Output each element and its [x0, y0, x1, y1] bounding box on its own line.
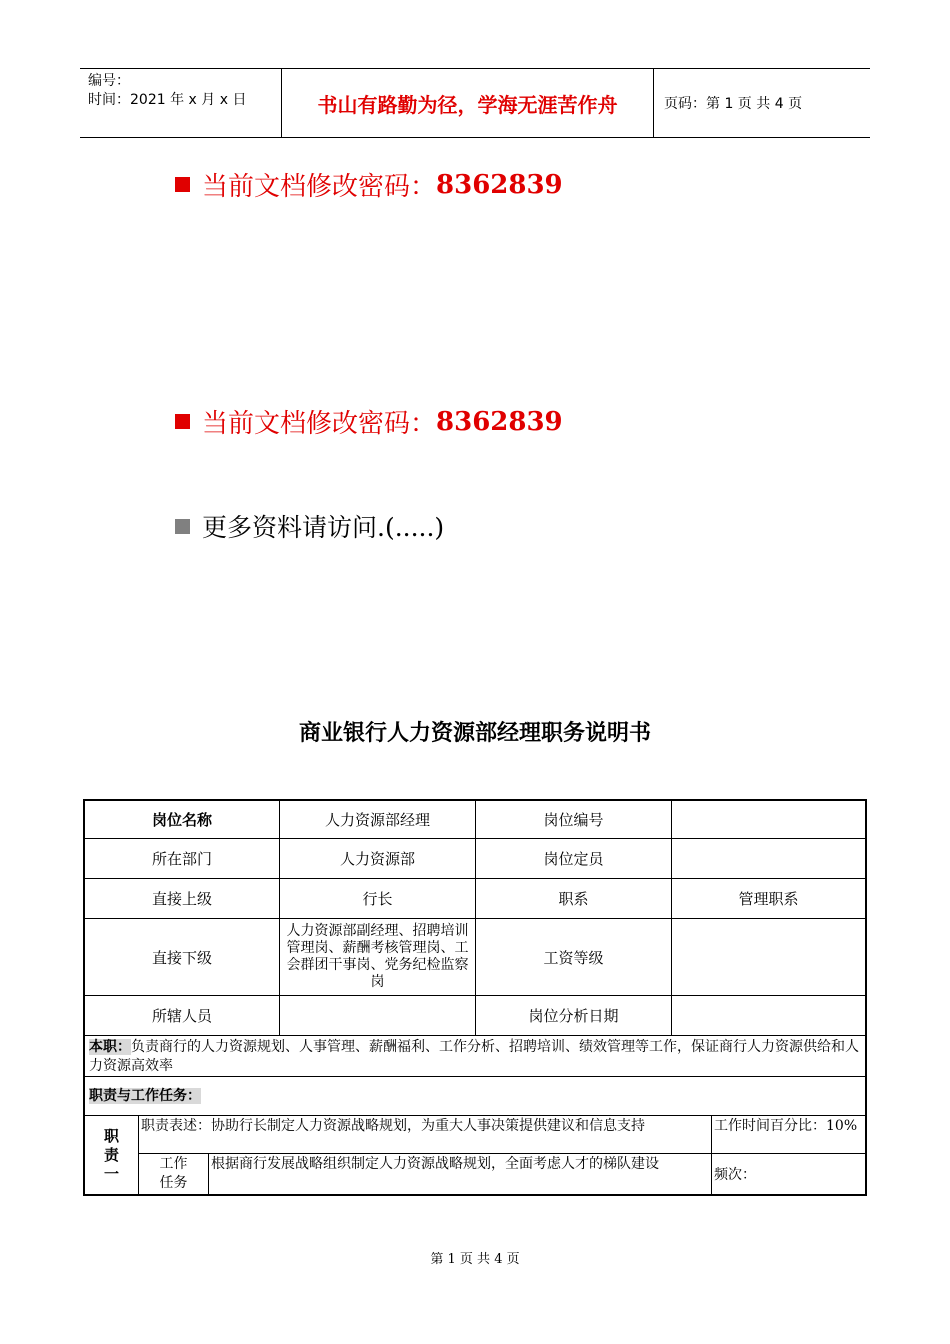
job-description-table: [83, 799, 867, 1196]
tasks-label: 职责与工作任务：: [89, 1087, 201, 1104]
cell-value: 人力资源部副经理、招聘培训管理岗、薪酬考核管理岗、工会群团干事岗、党务纪检监察岗: [286, 923, 469, 990]
tasks-cell: [85, 1085, 205, 1108]
more-info: [175, 508, 444, 544]
page-footer: 第 1 页 共 4 页: [430, 1252, 520, 1267]
cell-value: [672, 839, 865, 878]
duty-label: 本职：: [89, 1039, 131, 1055]
table-row: [85, 996, 865, 1036]
responsibility-row: [85, 1116, 865, 1194]
cell-label: 岗位编号: [476, 801, 672, 838]
red-square-bullet-icon: [175, 177, 190, 192]
task-label: 工作任务: [139, 1154, 209, 1194]
password-notice-2: [175, 403, 563, 440]
page-header: [80, 68, 870, 138]
time-label: 时间：2021 年 x 月 x 日: [88, 92, 247, 108]
notice-label: 当前文档修改密码：: [202, 172, 437, 202]
header-meta: [80, 69, 282, 137]
cell-value: 人力资源部: [280, 839, 476, 878]
cell-label: 所辖人员: [85, 996, 280, 1035]
page-info: 页码：第 1 页 共 4 页: [664, 96, 803, 112]
gray-square-bullet-icon: [175, 519, 190, 534]
notice-label: 当前文档修改密码：: [202, 409, 437, 439]
freq-label: 频次：: [714, 1167, 756, 1183]
duty-text: 负责商行的人力资源规划、人事管理、薪酬福利、工作分析、招聘培训、绩效管理等工作，保证商行人力资源供给和人力资源高效率: [89, 1039, 859, 1074]
table-row: [85, 839, 865, 879]
notice-password: 8362839: [436, 406, 563, 437]
responsibility-label: 职责一: [85, 1116, 139, 1194]
tasks-header-row: [85, 1077, 865, 1116]
cell-label: 工资等级: [476, 919, 672, 995]
document-title: 商业银行人力资源部经理职务说明书: [298, 721, 651, 746]
cell-label: 岗位定员: [476, 839, 672, 878]
cell-label: 所在部门: [85, 839, 280, 878]
more-info-text: 更多资料请访问.(.....): [202, 513, 445, 542]
cell-value: 管理职系: [738, 890, 799, 908]
cell-value: [280, 996, 476, 1035]
red-square-bullet-icon: [175, 414, 190, 429]
cell-label: 岗位分析日期: [476, 996, 672, 1035]
cell-value: [672, 801, 865, 838]
number-label: 编号：: [88, 73, 130, 89]
duty-cell: [85, 1036, 865, 1076]
cell-label: 职系: [476, 879, 672, 918]
cell-value: 行长: [280, 879, 476, 918]
time-pct-value: 10%: [826, 1118, 858, 1134]
cell-label: 直接上级: [85, 879, 280, 918]
cell-value: [672, 996, 865, 1035]
table-row: [85, 919, 865, 996]
motto: 书山有路勤为径，学海无涯苦作舟: [282, 69, 654, 137]
cell-value: [672, 919, 865, 995]
resp-desc-label: 职责表述：: [141, 1118, 211, 1134]
cell-value: 人力资源部经理: [280, 801, 476, 838]
table-row: [85, 879, 865, 919]
cell-label: 直接下级: [85, 919, 280, 995]
duty-row: [85, 1036, 865, 1077]
password-notice-1: [175, 166, 563, 203]
table-row: [85, 801, 865, 839]
resp-desc-text: 协助行长制定人力资源战略规划，为重大人事决策提供建议和信息支持: [211, 1118, 645, 1134]
notice-password: 8362839: [436, 169, 563, 200]
task-text: 根据商行发展战略组织制定人力资源战略规划，全面考虑人才的梯队建设: [209, 1154, 712, 1194]
cell-label: 岗位名称: [85, 801, 280, 838]
time-pct-label: 工作时间百分比：: [714, 1118, 826, 1134]
